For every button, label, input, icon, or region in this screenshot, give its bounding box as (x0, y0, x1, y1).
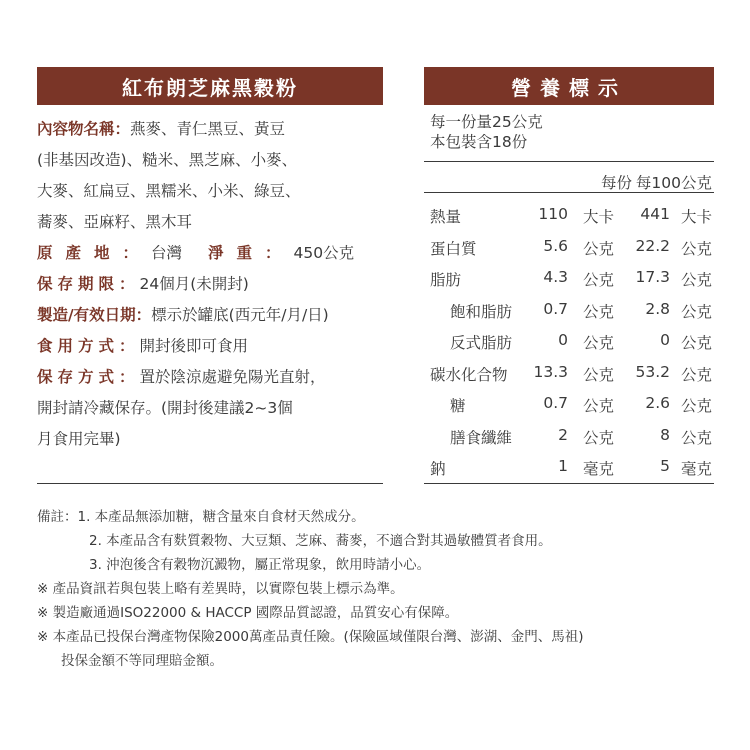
usage-label: 食用方式： (37, 337, 140, 355)
nutrition-row (424, 420, 714, 452)
origin-value: 台灣 (151, 244, 183, 262)
nutrition-row (424, 325, 714, 357)
per-100g-value: 0 (660, 331, 670, 349)
per-100g-value: 17.3 (635, 268, 670, 286)
nutrition-row (424, 357, 714, 389)
per-serving-value: 110 (538, 205, 568, 223)
product-info (37, 114, 383, 455)
per-100g-unit: 公克 (680, 365, 712, 384)
per-100g-unit: 公克 (680, 334, 712, 352)
per-serving-unit: 公克 (582, 397, 614, 415)
remark-item: ※ 製造廠通過ISO22000 & HACCP 國際品質認證，品質安心有保障。 (37, 605, 459, 621)
date-value: 標示於罐底(西元年/月/日) (151, 306, 329, 324)
ingredients-text: 大麥、紅扁豆、黑糯米、小米、綠豆、 (37, 182, 301, 200)
header-per-100g: 每100公克 (635, 174, 712, 192)
ingredients-text: 蕎麥、亞麻籽、黑木耳 (37, 213, 193, 231)
per-serving-value: 0.7 (543, 299, 568, 318)
nutrition-row (424, 199, 714, 231)
per-100g-unit: 公克 (680, 397, 712, 415)
nutrition-title: 營養標示 (511, 75, 627, 100)
nutrient-name: 碳水化合物 (430, 365, 508, 384)
origin-label: 原產地： (37, 244, 152, 262)
remark-item: 投保金額不等同理賠金額。 (61, 653, 223, 669)
nutrition-row (424, 451, 714, 483)
note-item: 2. 本產品含有麩質穀物、大豆類、芝麻、蕎麥，不適合對其過敏體質者食用。 (89, 533, 552, 549)
weight-value: 450公克 (293, 244, 355, 262)
nutrition-row (424, 294, 714, 326)
nutrient-name: 熱量 (430, 208, 462, 226)
ingredients-text: (非基因改造)、糙米、黑芝麻、小麥、 (37, 151, 298, 169)
per-serving-value: 4.3 (543, 268, 568, 286)
per-serving-unit: 公克 (582, 271, 614, 289)
note-text: 1. 本產品無添加糖，糖含量來自食材天然成分。 (77, 509, 365, 525)
servings-per-package: 本包裝含18份 (430, 133, 528, 151)
date-label: 製造/有效日期： (37, 306, 152, 324)
per-100g-unit: 公克 (680, 239, 712, 258)
per-100g-unit: 公克 (680, 302, 712, 321)
product-title: 紅布朗芝麻黑穀粉 (122, 75, 298, 100)
storage-text: 月食用完畢) (37, 430, 121, 448)
per-100g-unit: 公克 (680, 271, 712, 289)
note-item: 3. 沖泡後含有穀物沉澱物，屬正常現象，飲用時請小心。 (89, 557, 431, 573)
per-100g-value: 22.2 (635, 236, 670, 255)
nutrient-name: 糖 (450, 397, 466, 415)
per-100g-unit: 大卡 (680, 208, 712, 226)
per-100g-value: 8 (660, 425, 670, 444)
per-serving-value: 0.7 (543, 394, 568, 412)
per-100g-unit: 公克 (680, 428, 712, 447)
product-title-banner (37, 67, 383, 105)
per-serving-value: 0 (558, 331, 568, 349)
per-serving-unit: 大卡 (582, 208, 614, 226)
shelf-life-row (37, 269, 383, 300)
serving-info (430, 112, 543, 152)
shelf-life-label: 保存期限： (37, 275, 140, 293)
per-serving-unit: 公克 (582, 365, 614, 384)
per-serving-value: 2 (558, 425, 568, 444)
storage-text: 開封請冷藏保存。(開封後建議2~3個 (37, 399, 293, 417)
usage-value: 開封後即可食用 (139, 337, 249, 355)
per-serving-size: 每一份量25公克 (430, 113, 543, 131)
divider (37, 483, 383, 484)
usage-row (37, 331, 383, 362)
per-100g-value: 5 (660, 457, 670, 475)
notes-label: 備註： (37, 509, 78, 525)
storage-row (37, 362, 383, 393)
remark-item: ※ 本產品已投保台灣產物保險2000萬產品責任險。(保險區域僅限台灣、澎湖、金門、馬祖) (37, 629, 584, 645)
per-100g-value: 2.8 (645, 299, 670, 318)
nutrition-table (424, 165, 714, 483)
per-serving-value: 1 (558, 457, 568, 475)
nutrient-name: 膳食纖維 (450, 428, 513, 447)
note-item (37, 505, 727, 529)
nutrition-title-banner (424, 67, 714, 105)
per-serving-unit: 公克 (582, 239, 614, 258)
divider (424, 161, 714, 162)
nutrient-name: 反式脂肪 (450, 334, 513, 352)
per-100g-value: 441 (640, 205, 670, 223)
per-serving-value: 5.6 (543, 236, 568, 255)
per-100g-unit: 毫克 (680, 460, 712, 478)
origin-weight-row (37, 238, 383, 269)
nutrition-row (424, 262, 714, 294)
per-serving-unit: 公克 (582, 334, 614, 352)
per-100g-value: 53.2 (635, 362, 670, 381)
nutrient-name: 蛋白質 (430, 239, 477, 258)
nutrition-rows (424, 199, 714, 483)
per-serving-unit: 公克 (582, 428, 614, 447)
per-serving-value: 13.3 (533, 362, 568, 381)
remark-item: ※ 產品資訊若與包裝上略有差異時，以實際包裝上標示為準。 (37, 581, 404, 597)
storage-label: 保存方式： (37, 368, 140, 386)
nutrition-row (424, 388, 714, 420)
nutrient-name: 脂肪 (430, 271, 462, 289)
per-100g-value: 2.6 (645, 394, 670, 412)
divider (424, 483, 714, 484)
per-serving-unit: 公克 (582, 302, 614, 321)
per-serving-unit: 毫克 (582, 460, 614, 478)
nutrient-name: 飽和脂肪 (450, 302, 513, 321)
ingredients-row (37, 114, 383, 145)
date-row (37, 300, 383, 331)
notes-section (37, 505, 727, 673)
weight-label: 淨重： (208, 244, 294, 262)
nutrient-name: 鈉 (430, 460, 446, 478)
ingredients-label: 內容物名稱： (37, 120, 131, 138)
shelf-life-value: 24個月(未開封) (139, 275, 249, 293)
nutrition-row (424, 231, 714, 263)
ingredients-text: 燕麥、青仁黑豆、黃豆 (130, 120, 286, 138)
header-per-serving: 每份 (600, 174, 632, 192)
nutrition-header (424, 165, 714, 193)
storage-text: 置於陰涼處避免陽光直射， (139, 368, 326, 386)
